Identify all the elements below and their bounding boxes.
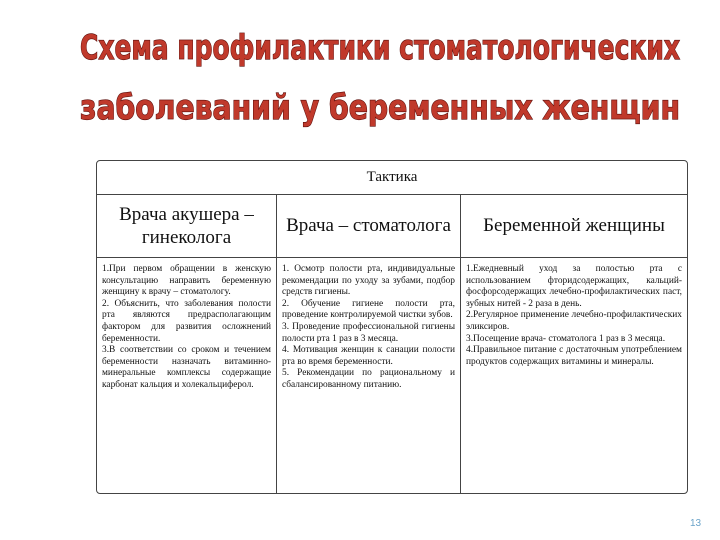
table-header-label: Тактика [366, 169, 418, 185]
page-number: 13 [690, 518, 702, 529]
list-item: 3.Посещение врача- стоматолога 1 раз в 3 месяца. [466, 333, 666, 344]
list-item: 4.Правильное питание с достаточным употреблением продуктов содержащих витамины и минералы. [466, 345, 682, 367]
list-item: 4. Мотивация женщин к санации полости рта во время беременности. [282, 345, 455, 367]
column-pregnant-woman [461, 194, 687, 493]
tactics-table [96, 160, 688, 494]
list-item: 2. Объяснить, что заболевания полости рта являются предрасполагающим фактором для развития осложнений беременности. [102, 298, 271, 344]
list-item: 3. Проведение профессиональной гигиены полости рта 1 раз в 3 месяца. [282, 321, 455, 344]
column-dentist [277, 194, 461, 493]
list-item: 3.В соответствии со сроком и течением беременности назначать витаминно-минеральные комплексы содержащие карбонат кальция и холекальциферол. [102, 345, 271, 390]
list-item: 5. Рекомендации по рациональному и сбалансированному питанию. [282, 368, 455, 390]
list-item: 2.Регулярное применение лечебно-профилактических эликсиров. [466, 310, 682, 332]
list-item: 1. Осмотр полости рта, индивидуальные рекомендации по уходу за зубами, подбор средств гигиены. [282, 264, 455, 298]
column-content [277, 258, 460, 396]
list-item: 1.При первом обращении в женскую консультацию направить беременную женщину к врачу – стоматологу. [102, 264, 271, 298]
list-item: 2. Обучение гигиене полости рта, проведение контролируемой чистки зубов. [282, 298, 455, 321]
column-heading: Врача – стоматолога [277, 194, 460, 258]
column-obstetrician [97, 194, 277, 493]
title-line-1: Схема профилактики стоматологических [80, 28, 681, 68]
title-line-2: заболеваний у беременных женщин [80, 88, 680, 128]
column-heading: Врача акушера – гинеколога [97, 194, 276, 258]
column-content [97, 258, 276, 396]
table-header [97, 161, 687, 195]
list-item: 1.Ежедневный уход за полостью рта с использованием фторидсодержащих, кальций-фосфорсодержащих лечебно-профилактических паст, зубных нитей - 2 раза в день. [466, 264, 682, 309]
slide-title [60, 4, 700, 144]
column-content [461, 258, 687, 372]
column-heading: Беременной женщины [461, 194, 687, 258]
